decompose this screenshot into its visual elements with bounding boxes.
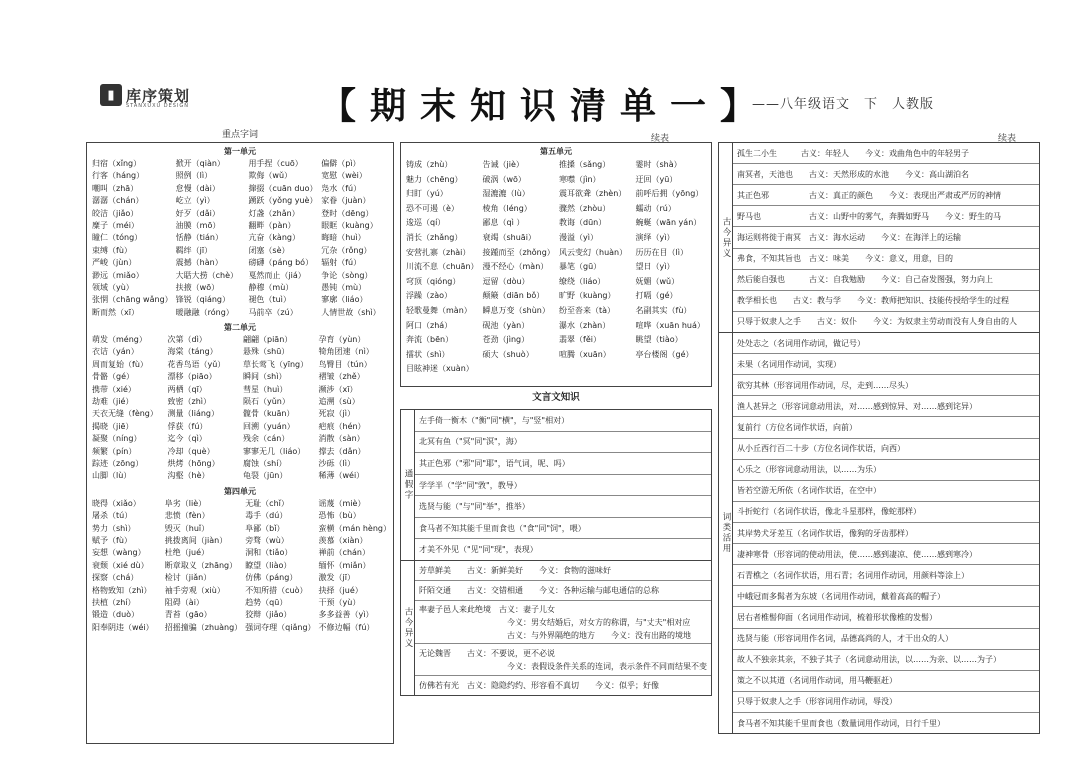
word-item: 次第（dì） (167, 335, 207, 345)
word-item: 迄今（qì） (167, 434, 207, 444)
word-item: 愚钝（mù） (321, 282, 367, 292)
cilei-item: 故人不独亲其亲，不独子其子（名词意动用法，以……为亲、以……为子） (733, 650, 1039, 671)
word-item: 望日（yì） (635, 262, 675, 272)
word-item: 砚池（yàn） (482, 320, 530, 330)
word-item: 偏僻（pì） (321, 159, 361, 168)
word-item: 灯盏（zhǎn） (248, 208, 300, 218)
word-item: 逡巡（qí） (406, 218, 446, 228)
word-item: 翩翩（piān） (243, 335, 293, 345)
word-item: 接踵而至（zhǒng） (482, 247, 555, 257)
gujin-line: 今义：男女结婚后，对女方的称谓，与"丈夫"相对应 (507, 617, 691, 627)
tongjiazi-item: 北冥有鱼（"冥"同"溟"，海） (415, 432, 711, 454)
word-item (633, 362, 710, 377)
word-item: 探察（chá） (92, 573, 139, 583)
word-item (480, 362, 557, 377)
word-item: 仿佛（páng） (245, 573, 298, 583)
word-item: 洞和（tiǎo） (245, 548, 293, 558)
gujin-list (733, 143, 1039, 332)
word-item: 演绎（yì） (635, 232, 675, 242)
word-item: 屠杀（tú） (92, 511, 133, 521)
word-item: 归盯（yú） (406, 189, 448, 199)
word-item: 消长（zhǎng） (406, 232, 463, 242)
unit-section (89, 145, 391, 319)
cilei-item: 欲穷其林（形容词用作动词，尽，走到……尽头） (733, 375, 1039, 396)
tongjiazi-item: 食马者不知其能千里而食也（"食"同"饲"，喂） (415, 518, 711, 540)
word-item: 毒手（dú） (245, 511, 288, 521)
word-item: 沙砾（lì） (318, 458, 355, 468)
word-item: 旁骛（wù） (245, 535, 289, 545)
word-item: 彗星（huì） (243, 384, 288, 394)
word-item: 悬殊（shū） (243, 347, 290, 357)
word-item: 锋锐（qiáng） (175, 295, 231, 305)
word-item: 辐射（fú） (321, 258, 362, 268)
gujin-item: 其正色邪 古义：真正的颜色 今义：表现出严肃或严厉的神情 (733, 185, 1039, 206)
continued-label: 续表 (651, 134, 670, 144)
gujin-line: 今义：表假设条件关系的连词，表示条件不同而结果不变 (507, 661, 707, 671)
word-item: 踴跃（yǒng yuè） (248, 196, 318, 206)
word-item: 归宿（xǐng） (92, 159, 142, 168)
unit-title: 第四单元 (224, 486, 256, 496)
word-item: 领域（yù） (92, 282, 134, 292)
word-item: 棱角（léng） (482, 203, 532, 213)
word-item: 霎时（shà） (635, 160, 682, 169)
word-item: 周而复始（fù） (92, 359, 148, 369)
word-item: 照例（lì） (175, 171, 213, 181)
word-item: 挑拨离间（jiàn） (164, 535, 228, 545)
word-item: 屹立（yì） (175, 196, 215, 206)
word-item: 悲愤（fèn） (164, 511, 210, 521)
word-item: 无耻（chǐ） (245, 498, 289, 508)
logo-icon: ▮ (100, 84, 122, 106)
word-item: 暴笔（gū） (559, 262, 602, 272)
word-grid (89, 498, 391, 634)
cilei-item: 渔人甚异之（形容词意动用法，对……感到惊异、对……感到诧异） (733, 396, 1039, 417)
word-item: 浮躁（zào） (406, 291, 452, 301)
word-item: 骨骼（gé） (92, 372, 134, 382)
word-item: 欺侮（wǔ） (248, 171, 293, 181)
word-item: 谣蔑（miè） (318, 498, 366, 508)
cilei-item: 心乐之（形容词意动用法，以……为乐） (733, 460, 1039, 481)
word-item: 争论（sòng） (321, 270, 373, 280)
word-item: 青苔（gāo） (164, 610, 212, 620)
word-item: 喧腾（xuān） (559, 349, 611, 359)
cilei-item: 中峨冠而多髯者为东坡（名词用作动词，戴着高高的帽子） (733, 586, 1039, 607)
panel-heading: 重点字词 (221, 130, 258, 140)
gujin-label: 古今异义 (719, 143, 733, 332)
word-item: 凝聚（níng） (92, 434, 142, 444)
word-item: 教诲（dūn） (559, 218, 607, 228)
word-item: 魅力（chēng） (406, 174, 463, 184)
logo-subtext: STANXUXU DESIGN (126, 103, 190, 109)
word-item: 阜劣（liè） (164, 498, 207, 508)
word-item: 皎洁（jiǎo） (92, 208, 139, 218)
word-item: 宽慰（wèi） (321, 171, 367, 181)
word-item: 疤痕（hén） (318, 421, 366, 431)
word-item: 携带（xié） (92, 384, 136, 394)
cilei-item: 其岸势犬牙差互（名词作状语，像狗的牙齿那样） (733, 523, 1039, 544)
word-item: 检讨（jiǎn） (164, 573, 212, 583)
classical-continued-box (718, 142, 1040, 734)
word-item: 残余（cán） (243, 434, 290, 444)
word-item: 告诫（jiè） (482, 160, 524, 169)
word-item: 扶植（zhí） (92, 597, 136, 607)
word-item: 衰竭（shuāi） (482, 232, 536, 242)
tongjiazi-item: 才美不外见（"见"同"现"，表现） (419, 545, 538, 555)
word-item: 袖手旁观（xiù） (164, 585, 225, 595)
word-item: 登时（dēng） (321, 208, 374, 218)
panel-key-words (86, 128, 394, 736)
word-item: 撺掇（cuān duo） (248, 183, 318, 193)
word-item: 漫溢（yì） (559, 232, 598, 242)
tongjiazi-item: 其正色邪（"邪"同"耶"，语气词，呢、吗） (415, 453, 711, 475)
word-item: 多多益善（yì） (318, 610, 374, 620)
word-item: 亭台楼阁（gé） (635, 349, 694, 359)
word-item: 锻造（duò） (92, 610, 140, 620)
panel-unit5-classical (400, 128, 712, 736)
word-item: 破涡（wō） (482, 174, 526, 184)
word-item: 频繁（pín） (92, 446, 137, 456)
word-item: 揭晓（jiē） (92, 421, 134, 431)
word-item: 冷却（què） (167, 446, 215, 456)
gujin-line: 无论魏晋 古义：不要说，更不必说 (419, 648, 555, 658)
word-item: 趋势（qū） (245, 597, 288, 607)
word-grid (89, 334, 391, 483)
gujin-item: 弗食，不知其旨也 古义：味美 今义：意义，用意，目的 (733, 249, 1039, 270)
gujin-item (415, 644, 711, 676)
gujin-line: 芳草鲜美 古义：新鲜美好 今义：食物的滋味好 (419, 566, 611, 576)
word-item: 恬静（tián） (175, 233, 223, 243)
word-grid (89, 158, 391, 319)
word-item: 历历在目（lì） (635, 247, 688, 257)
gujin-item (415, 581, 711, 601)
word-item: 鸟臀目（tún） (318, 359, 372, 369)
word-item: 缅怀（miǎn） (318, 560, 371, 570)
gujin-item: 教学相长也 古义：教与学 今义：教师把知识、技能传授给学生的过程 (733, 291, 1039, 312)
tongjiazi-list (415, 410, 711, 560)
word-item: 赋予（fù） (92, 535, 132, 545)
gujin-line: 阡陌交通 古义：交错相通 今义：各种运输与邮电通信的总称 (419, 586, 659, 596)
word-item: 死寂（jì） (318, 409, 355, 419)
page-title: 【期末知识清单一】 (320, 85, 771, 127)
word-item: 掀开（qiàn） (175, 159, 225, 168)
word-item: 草长莺飞（yīng） (243, 359, 309, 369)
word-item: 格物致知（zhì） (92, 585, 152, 595)
tongjiazi-label: 通假字 (401, 410, 415, 560)
cilei-item: 居右者椎髻仰面（名词用作动词，梳着形状像椎的发髻） (733, 607, 1039, 628)
gujin-block-2 (719, 143, 1039, 333)
word-item: 花香鸟语（yǔ） (167, 359, 226, 369)
word-item: 断而然（xī） (92, 307, 139, 317)
gujin-item: 只辱于奴隶人之手 古义：奴仆 今义：为奴隶主劳动而没有人身自由的人 (737, 317, 1017, 327)
gujin-line: 率妻子邑人来此绝境 古义：妻子儿女 (419, 604, 555, 614)
word-item: 震撼（hàn） (175, 258, 223, 268)
word-item: 不知所措（cuò） (245, 585, 308, 595)
word-item: 亢奋（kàng） (248, 233, 300, 243)
word-item: 毁灭（huǐ） (164, 523, 210, 533)
cilei-item: 未果（名词用作动词，实现） (733, 354, 1039, 375)
word-item: 致密（zhì） (167, 397, 211, 407)
word-item: 漫不经心（màn） (482, 262, 549, 272)
word-item: 寥寥无几（liáo） (243, 446, 306, 456)
word-item: 瞬间（shì） (243, 372, 287, 382)
tongjiazi-item: 选贤与能（"与"同"举"，推举） (415, 496, 711, 518)
cilei-item: 选贤与能（形容词用作名词，品德高尚的人，才干出众的人） (733, 629, 1039, 650)
word-item: 糜子（méi） (92, 220, 139, 230)
word-item: 寒噤（jìn） (559, 174, 601, 184)
word-item: 震耳欲聋（zhèn） (559, 189, 627, 199)
word-item: 油膜（mō） (175, 220, 221, 230)
word-item: 缭绕（liáo） (559, 276, 606, 286)
word-item: 抉择（jué） (318, 585, 363, 595)
word-item: 激发（jī） (318, 573, 355, 583)
tongjiazi-item: 左手倚一衡木（"衡"同"横"，与"竖"相对） (415, 410, 711, 432)
word-item: 大聒大捞（chè） (175, 270, 239, 280)
word-item: 骤然（zhòu） (559, 203, 611, 213)
word-item: 妩媚（wǔ） (635, 276, 680, 286)
word-item: 推搡（sǎng） (559, 160, 611, 169)
word-item: 瞬息万变（shùn） (482, 305, 550, 315)
word-item: 恐怖（bù） (318, 511, 361, 521)
classical-box (400, 409, 712, 696)
gujin-line: 仿佛若有光 古义：隐隐约约、形容看不真切 今义：似乎；好像 (419, 680, 659, 690)
cilei-label: 词类活用 (719, 333, 733, 733)
word-item: 羡慕（xiàn） (318, 535, 368, 545)
word-item: 翡翠（fěi） (559, 335, 601, 345)
word-item: 擂状（shì） (406, 349, 450, 359)
word-item: 强词夺理（qiǎng） (245, 622, 316, 632)
word-item: 蛮横（mán hèng） (318, 523, 391, 533)
word-item: 稀薄（wéi） (318, 471, 365, 481)
word-item: 招摇撞骗（zhuàng） (164, 622, 243, 632)
gujin-item: 海运则将徙于南冥 古义：海水运动 今义：在海洋上的运输 (733, 227, 1039, 248)
word-item: 名副其实（fù） (635, 305, 692, 315)
word-item: 用手捏（cuō） (248, 159, 303, 168)
word-item: 暖融融（róng） (175, 307, 234, 317)
word-item: 硕大（shuò） (482, 349, 534, 359)
word-item: 行客（háng） (92, 171, 145, 181)
gujin-item: 南冥者，天池也 古义：天然形成的水池 今义：高山湖泊名 (733, 164, 1039, 185)
logo-text: 库序策划 (126, 86, 191, 105)
cilei-item: 复前行（方位名词作状语，向前） (733, 417, 1039, 438)
word-item: 风云变幻（huàn） (559, 247, 628, 257)
word-item: 陨石（yǔn） (243, 397, 290, 407)
word-item: 迂回（yū） (635, 174, 678, 184)
word-item: 阳奉阴违（wéi） (92, 622, 154, 632)
word-item: 恐不可遏（è） (406, 203, 459, 213)
word-item: 喧哗（xuān huá） (635, 320, 705, 330)
word-item: 眺望（tiào） (635, 335, 683, 345)
word-item: 纷至沓来（tà） (559, 305, 616, 315)
word-item (556, 362, 633, 377)
word-item: 潺潺（chán） (92, 196, 144, 206)
word-item: 衣诘（yán） (92, 347, 139, 357)
word-item: 衰颓（xié dù） (92, 560, 149, 570)
word-item: 好歹（dǎi） (175, 208, 220, 218)
cilei-item: 食马者不知其能千里而食也（数量词用作动词，日行千里） (737, 718, 945, 728)
word-item: 撑去（dǎn） (318, 446, 366, 456)
word-item: 蠕动（rú） (635, 203, 676, 213)
word-item: 人情世故（shì） (321, 307, 381, 317)
key-words-box (86, 142, 394, 744)
word-item: 磅礴（páng bó） (248, 258, 314, 268)
word-item: 测量（liáng） (167, 409, 219, 419)
word-item: 两栖（qī） (167, 384, 207, 394)
word-item: 龟裂（jūn） (243, 471, 288, 481)
word-item: 追溯（sù） (318, 397, 360, 407)
tongjiazi-block (401, 410, 711, 561)
word-item: 嘲叫（zhā） (92, 183, 139, 193)
word-item: 晦暗（huì） (321, 233, 366, 243)
continued-label: 续表 (998, 134, 1017, 144)
cilei-item: 皆若空游无所依（名词作状语，在空中） (733, 481, 1039, 502)
word-item: 消散（sàn） (318, 434, 365, 444)
cilei-item: 从小丘西行百二十步（方位名词作状语，向西） (733, 439, 1039, 460)
word-item: 冗杂（rǒng） (321, 245, 372, 255)
word-item: 寥廓（liáo） (321, 295, 368, 305)
word-item: 妄想（wàng） (92, 548, 146, 558)
gujin-item: 孤生二小生 古义：年轻人 今义：戏曲角色中的年轻男子 (733, 143, 1039, 164)
word-item: 奔流（bēn） (406, 335, 454, 345)
word-item: 孕育（yùn） (318, 335, 366, 345)
word-item: 阻碍（ài） (164, 597, 204, 607)
word-item: 苍劲（jìng） (482, 335, 530, 345)
word-item: 怠慢（dài） (175, 183, 220, 193)
word-item: 束缚（fù） (92, 245, 132, 255)
panel-classical-continued (718, 128, 1040, 736)
word-item: 瞳仁（tóng） (92, 233, 143, 243)
unit-title: 第一单元 (224, 147, 256, 156)
unit-title: 第二单元 (224, 323, 256, 333)
word-item: 湿漉漉（lù） (482, 189, 530, 199)
gujin-line: 古义：与外界隔绝的地方 今义：没有出路的境地 (507, 630, 691, 640)
word-item: 张惘（chāng wǎng） (92, 295, 173, 305)
word-item: 打嗝（gé） (635, 291, 678, 301)
word-grid (403, 158, 709, 377)
word-item: 鄙息（qì ） (482, 218, 525, 228)
word-item: 狡辩（jiǎo） (245, 610, 292, 620)
word-item: 晓得（xiǎo） (92, 498, 141, 508)
cilei-item: 凄神寒骨（形容词的使动用法，使……感到凄凉、使……感到寒冷） (733, 544, 1039, 565)
word-item: 前呼后拥（yōng） (635, 189, 704, 199)
word-item: 海棠（táng） (167, 347, 218, 357)
word-item: 犄角团速（nì） (318, 347, 374, 357)
word-item: 沟壑（hè） (167, 471, 210, 481)
word-item: 逗留（dòu） (482, 276, 530, 286)
cilei-item: 斗折蛇行（名词作状语，像北斗星那样，像蛇那样） (733, 502, 1039, 523)
word-item: 回溯（yuán） (243, 421, 295, 431)
gujin-block (401, 561, 711, 695)
gujin-item (415, 601, 711, 644)
word-item: 扶掖（wō） (175, 282, 220, 292)
word-item: 势力（shì） (92, 523, 136, 533)
word-item: 褶皱（zhě） (318, 372, 365, 382)
word-item: 穹顶（qióng） (406, 276, 461, 286)
word-item: 羁绊（jī） (175, 245, 213, 255)
page-subtitle: ——八年级语文 下 人教版 (752, 97, 935, 112)
word-item: 铸成（zhù） (406, 160, 453, 169)
word-item: 静穆（mù） (248, 282, 294, 292)
cilei-item: 策之不以其道（名词用作动词，用马鞭驱赶） (733, 671, 1039, 692)
word-item: 不修边幅（fú） (318, 622, 375, 632)
word-item: 萌发（méng） (92, 335, 147, 345)
word-item: 俘获（fú） (167, 421, 208, 431)
word-item: 眼眶（kuàng） (321, 220, 378, 230)
cilei-item: 只辱于奴隶人之手（形容词用作动词，辱没） (733, 692, 1039, 713)
word-item: 戛然而止（jiá） (248, 270, 306, 280)
word-item: 踪迹（zōng） (92, 458, 144, 468)
word-item: 瞭望（liào） (245, 560, 292, 570)
word-item: 马前卒（zú） (248, 307, 298, 317)
cilei-block (719, 333, 1039, 733)
word-item: 杜绝（jué） (164, 548, 210, 558)
word-item: 旷野（kuàng） (559, 291, 616, 301)
unit-title: 第五单元 (540, 147, 572, 156)
word-item: 髋骨（kuān） (243, 409, 295, 419)
unit-section (89, 321, 391, 483)
word-item: 天衣无缝（fèng） (92, 409, 158, 419)
word-item: 烘烤（hōng） (167, 458, 220, 468)
word-item: 瀑水（zhàn） (559, 320, 611, 330)
word-item: 干预（yù） (318, 597, 361, 607)
gujin-item: 野马也 古义：山野中的雾气，奔腾如野马 今义：野生的马 (733, 206, 1039, 227)
cilei-item: 石青樵之（名词作状语，用石青；名词用作动词，用颜料等涂上） (733, 565, 1039, 586)
word-item: 家眷（juàn） (321, 196, 371, 206)
word-item: 山脚（lù） (92, 471, 132, 481)
word-item: 漂移（piāo） (167, 372, 217, 382)
word-item: 凫水（fú） (321, 183, 362, 193)
word-item: 断章取义（zhāng） (164, 560, 238, 570)
word-item: 阿口（zhá） (406, 320, 453, 330)
word-item: 川流不息（chuān） (406, 262, 479, 272)
word-item: 禅前（chán） (318, 548, 370, 558)
word-item: 濒涉（xī） (318, 384, 358, 394)
header (0, 0, 1080, 128)
word-item: 翻畔（pàn） (248, 220, 296, 230)
cilei-list (733, 333, 1039, 733)
gujin-list (415, 561, 711, 695)
word-item: 褪色（tuì） (248, 295, 291, 305)
cilei-item: 处处志之（名词用作动词，做记号） (733, 333, 1039, 354)
word-item: 安营扎寨（zhài） (406, 247, 471, 257)
word-item: 阜鄙（bǐ） (245, 523, 285, 533)
word-item: 腐蚀（shí） (243, 458, 287, 468)
section-title: 文言文知识 (532, 392, 580, 403)
word-item: 闭塞（sè） (248, 245, 290, 255)
word-item: 颠簸（diān bǒ） (482, 291, 545, 301)
word-item: 劫难（jié） (92, 397, 134, 407)
gujin-item (415, 676, 711, 695)
word-item: 目眩神迷（xuàn） (406, 364, 474, 374)
word-item: 严峻（jùn） (92, 258, 137, 268)
unit5-box (400, 142, 712, 387)
gujin-item (415, 561, 711, 581)
word-item: 蜿蜒（wān yán） (635, 218, 702, 228)
gujin-item: 然后能自强也 古义：自我勉励 今义：自己奋发图强，努力向上 (733, 270, 1039, 291)
word-item: 渺远（miǎo） (92, 270, 144, 280)
tongjiazi-item: 学学半（"学"同"敩"，教导） (415, 475, 711, 497)
unit-section (89, 485, 391, 634)
word-item: 轻歌曼舞（màn） (406, 305, 472, 315)
gujin-label: 古今异义 (401, 561, 415, 695)
